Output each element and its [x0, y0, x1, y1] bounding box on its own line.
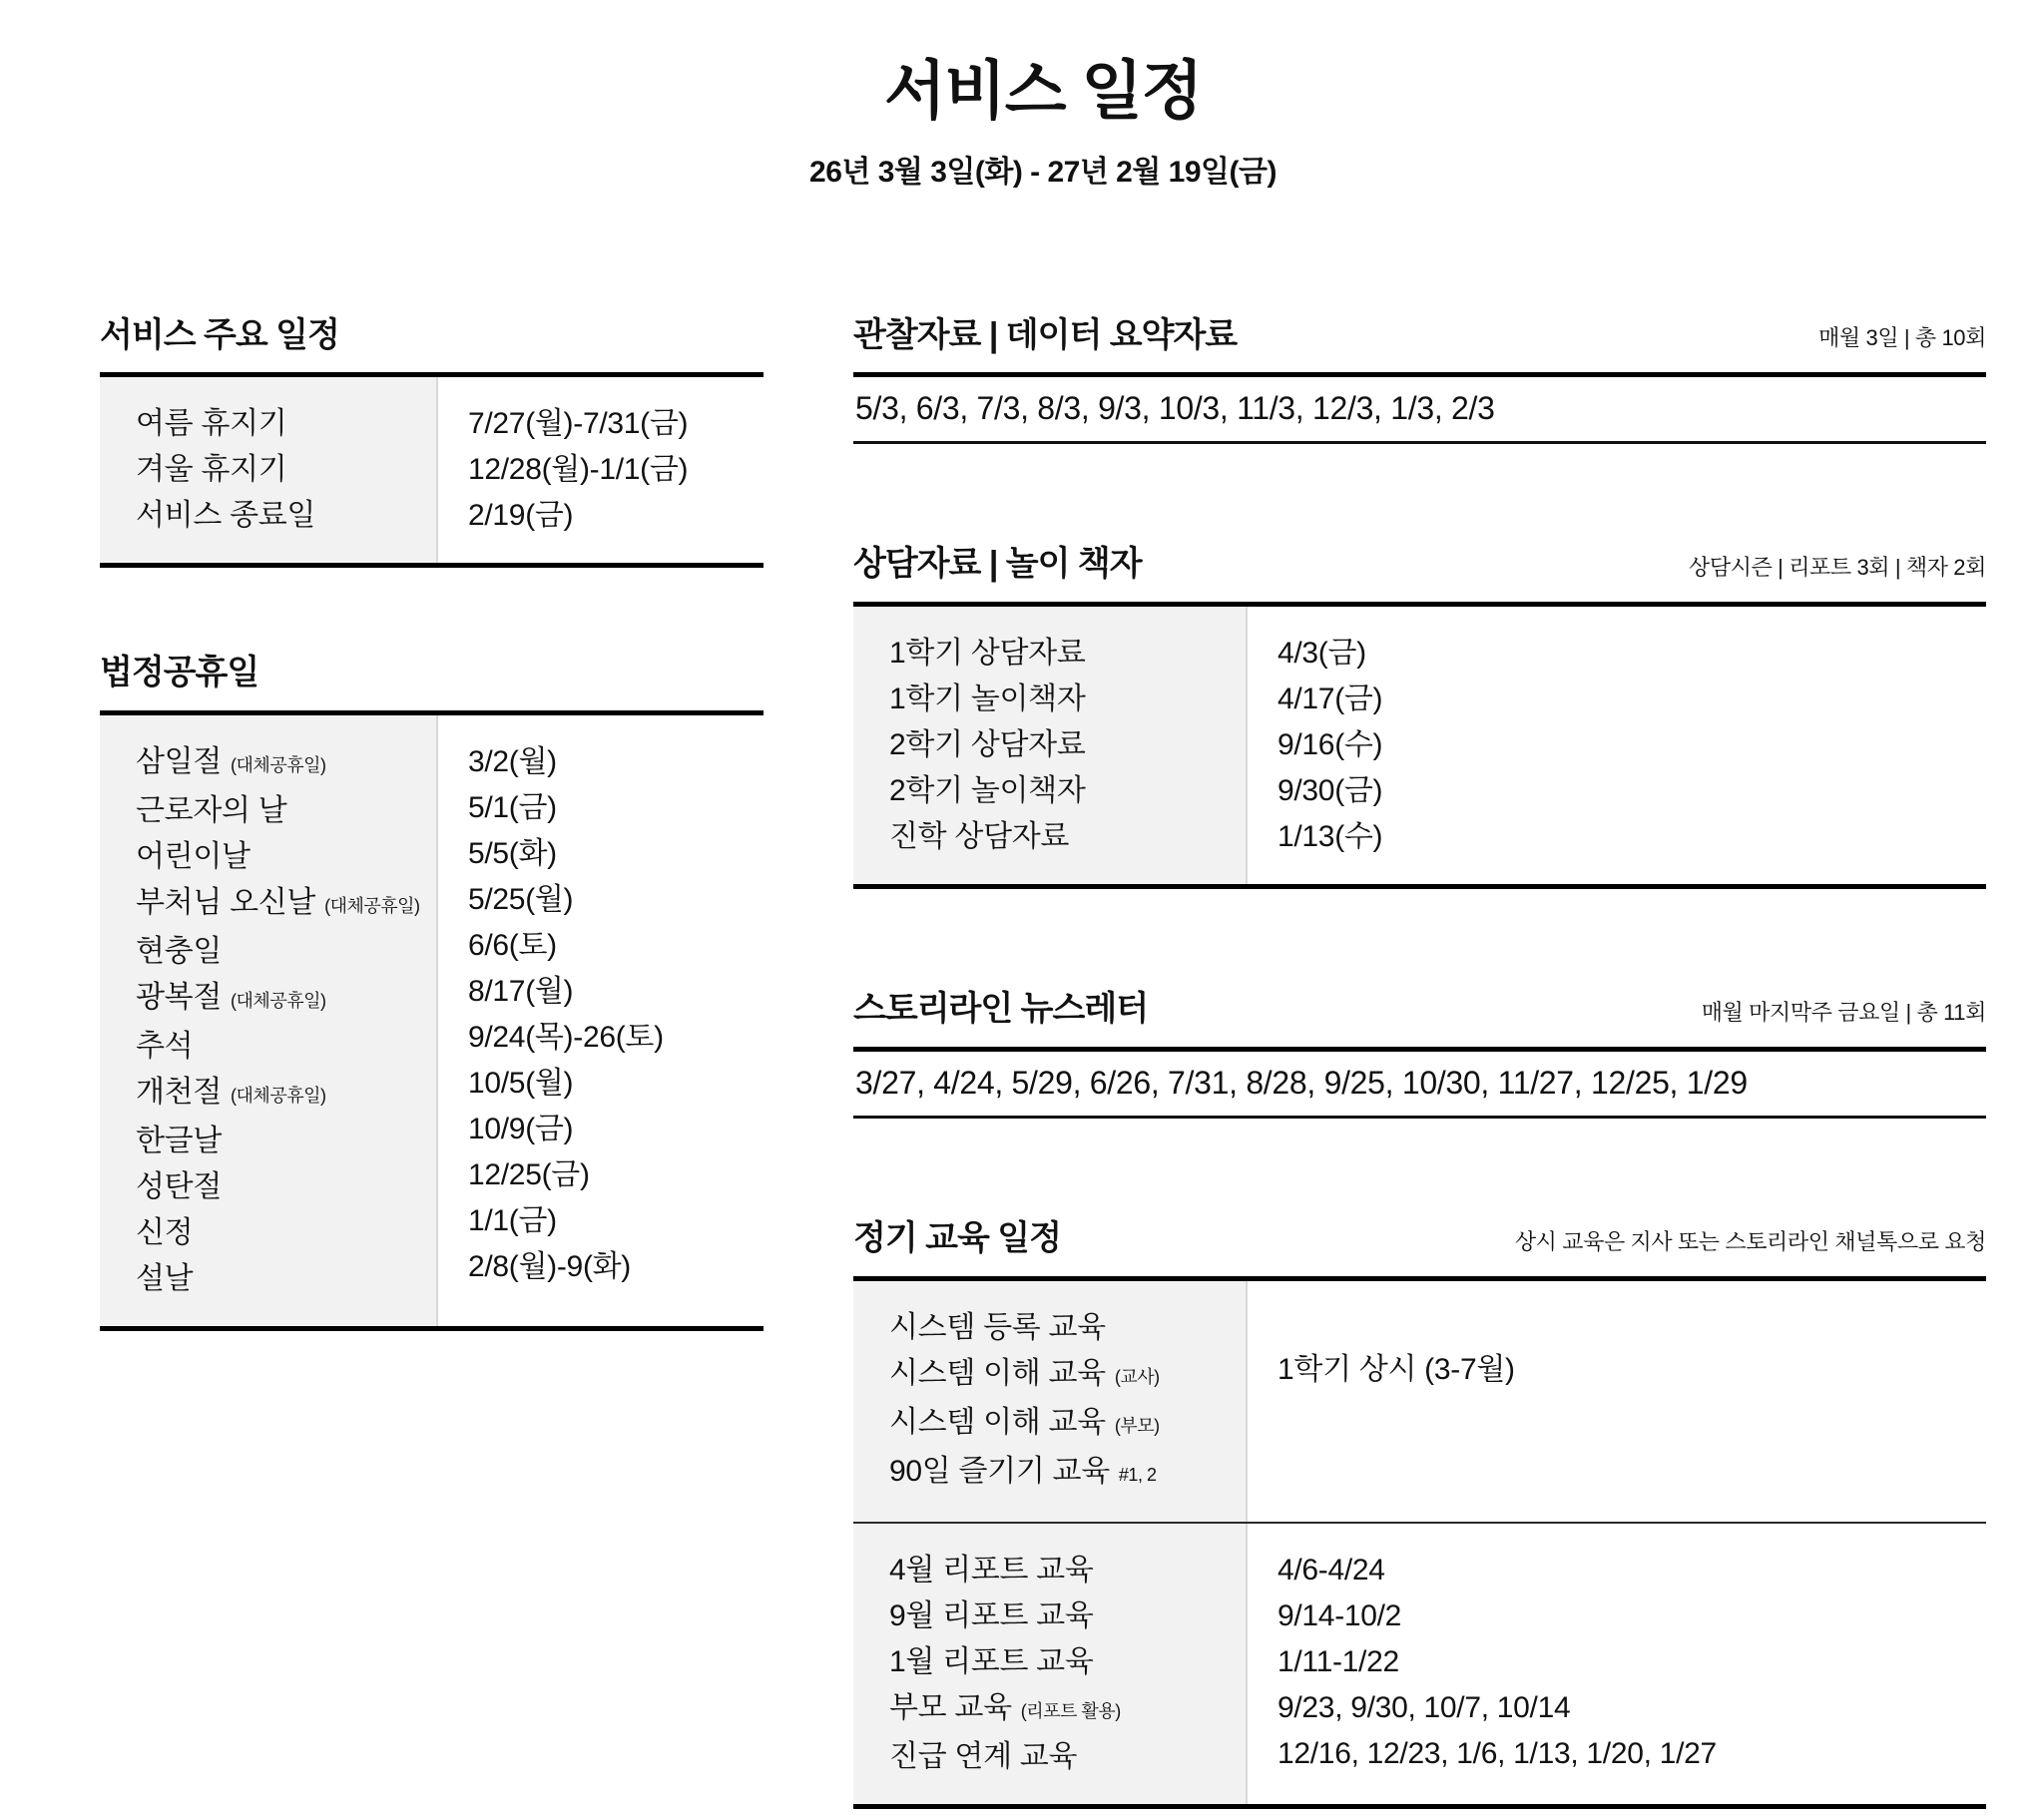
section-regular-training-schedule	[853, 1218, 1986, 1809]
section-title: 정기 교육 일정	[853, 1218, 1061, 1257]
section-title: 서비스 주요 일정	[100, 315, 339, 354]
label-text: 1학기 상담자료	[889, 637, 1086, 671]
row-label	[136, 834, 428, 880]
section-storyline-newsletter	[853, 989, 1986, 1119]
section-header	[853, 1218, 1986, 1276]
row-value: 1/11-1/22	[1278, 1644, 1399, 1678]
row-label	[136, 739, 428, 788]
section-body	[853, 1047, 1986, 1119]
section-body	[853, 372, 1986, 444]
label-text: 시스템 등록 교육	[889, 1310, 1106, 1344]
section-title: 관찰자료 | 데이터 요약자료	[853, 315, 1238, 354]
row-label	[889, 814, 1238, 860]
label-text: 삼일절	[136, 745, 223, 779]
label-text: 시스템 이해 교육	[889, 1405, 1106, 1439]
dates-line: 3/27, 4/24, 5/29, 6/26, 7/31, 8/28, 9/25, 10/30, 11/27, 12/25, 1/29	[855, 1064, 1748, 1101]
value-column	[1248, 607, 1986, 884]
row-label	[889, 631, 1238, 677]
label-text: 9월 리포트 교육	[889, 1598, 1094, 1632]
section-body	[100, 710, 764, 1331]
page-subtitle: 26년 3월 3일(화) - 27년 2월 19일(금)	[809, 155, 1277, 189]
label-text: 진학 상담자료	[889, 820, 1070, 854]
section-header	[853, 989, 1986, 1047]
row-label	[889, 1734, 1238, 1780]
row-label	[136, 1210, 428, 1256]
row-label	[889, 1351, 1238, 1400]
value-column	[1248, 1524, 1986, 1804]
value-column	[1248, 1281, 1986, 1522]
row-value: 1/13(수)	[1278, 820, 1383, 854]
section-observation-data-reports	[853, 315, 1986, 445]
row-label	[889, 1449, 1238, 1498]
row-label	[136, 401, 428, 447]
label-column	[853, 1524, 1248, 1804]
row-value: 5/5(화)	[468, 837, 557, 871]
row-group	[100, 377, 764, 563]
label-text: 여름 휴지기	[136, 407, 287, 441]
section-header	[100, 315, 764, 373]
row-value: 1/1(금)	[468, 1204, 557, 1238]
label-column	[853, 1281, 1248, 1522]
section-title: 상담자료 | 놀이 책자	[853, 545, 1142, 584]
row-label	[889, 1400, 1238, 1449]
value-column	[438, 377, 764, 563]
section-note: 매월 3일 | 총 10회	[1818, 325, 1986, 351]
row-label	[889, 1305, 1238, 1351]
label-text: 90일 즐기기 교육	[889, 1454, 1110, 1488]
section-body	[100, 372, 764, 568]
dates-line: 5/3, 6/3, 7/3, 8/3, 9/3, 10/3, 11/3, 12/3, 1/3, 2/3	[855, 390, 1495, 427]
label-text: 1학기 놀이책자	[889, 682, 1086, 716]
label-column	[100, 715, 438, 1326]
row-value: 9/14-10/2	[1278, 1598, 1402, 1632]
row-label	[136, 493, 428, 539]
label-note: #1, 2	[1118, 1464, 1157, 1485]
right-column	[853, 315, 1986, 1809]
section-title: 스토리라인 뉴스레터	[853, 990, 1149, 1029]
document-header	[100, 55, 1986, 192]
row-label	[136, 1164, 428, 1210]
row-value: 2/8(월)-9(화)	[468, 1250, 631, 1284]
label-note: (부모)	[1114, 1415, 1160, 1436]
row-group	[853, 1281, 1986, 1522]
row-value: 6/6(토)	[468, 929, 557, 963]
label-text: 1월 리포트 교육	[889, 1644, 1094, 1678]
row-value: 5/25(월)	[468, 883, 574, 917]
row-group	[853, 607, 1986, 884]
label-text: 현충일	[136, 935, 223, 969]
left-column	[100, 315, 764, 1332]
row-label	[136, 929, 428, 975]
label-text: 근로자의 날	[136, 794, 287, 828]
label-text: 겨울 휴지기	[136, 453, 287, 487]
label-note: (대체공휴일)	[231, 1086, 326, 1107]
row-value: 9/30(금)	[1278, 774, 1383, 808]
label-column	[100, 377, 438, 563]
label-note: (대체공휴일)	[324, 896, 420, 917]
label-text: 시스템 이해 교육	[889, 1356, 1106, 1390]
row-group	[100, 715, 764, 1326]
row-value: 12/25(금)	[468, 1158, 590, 1192]
section-note: 상담시즌 | 리포트 3회 | 책자 2회	[1689, 555, 1986, 581]
row-label	[136, 447, 428, 493]
row-label	[889, 1685, 1238, 1734]
row-label	[136, 1024, 428, 1070]
row-label	[136, 1070, 428, 1119]
row-value: 4/6-4/24	[1278, 1553, 1385, 1587]
label-text: 4월 리포트 교육	[889, 1553, 1094, 1587]
section-body	[853, 602, 1986, 889]
row-value: 12/16, 12/23, 1/6, 1/13, 1/20, 1/27	[1278, 1736, 1717, 1770]
row-value: 9/24(목)-26(토)	[468, 1021, 664, 1055]
row-value: 8/17(월)	[468, 975, 574, 1009]
section-body	[853, 1276, 1986, 1809]
row-label	[136, 1119, 428, 1164]
row-label	[136, 788, 428, 834]
row-label	[889, 1593, 1238, 1639]
row-value: 5/1(금)	[468, 791, 557, 825]
row-value: 4/3(금)	[1278, 637, 1366, 671]
value-column	[438, 715, 764, 1326]
label-note: (대체공휴일)	[231, 755, 326, 776]
section-counseling-materials-play-booklet	[853, 544, 1986, 889]
row-value: 9/16(수)	[1278, 728, 1383, 762]
row-group	[853, 1522, 1986, 1804]
label-text: 부처님 오신날	[136, 886, 316, 920]
row-value: 3/2(월)	[468, 745, 557, 779]
row-label	[136, 975, 428, 1024]
section-header	[853, 315, 1986, 373]
two-column-layout	[100, 315, 1986, 1809]
row-value: 9/23, 9/30, 10/7, 10/14	[1278, 1690, 1571, 1724]
label-text: 한글날	[136, 1125, 223, 1158]
row-value: 10/5(월)	[468, 1067, 574, 1101]
label-text: 진급 연계 교육	[889, 1739, 1078, 1773]
label-text: 신정	[136, 1216, 194, 1250]
section-service-key-dates	[100, 315, 764, 569]
section-note: 상시 교육은 지사 또는 스토리라인 채널톡으로 요청	[1514, 1228, 1986, 1254]
section-legal-holidays	[100, 653, 764, 1331]
row-value: 4/17(금)	[1278, 682, 1383, 716]
page-title: 서비스 일정	[884, 55, 1202, 127]
row-label	[889, 1639, 1238, 1685]
label-text: 2학기 놀이책자	[889, 774, 1086, 808]
row-value: 10/9(금)	[468, 1113, 574, 1146]
label-column	[853, 607, 1248, 884]
row-value: 7/27(월)-7/31(금)	[468, 407, 689, 441]
row-label	[889, 1548, 1238, 1593]
row-label	[889, 768, 1238, 814]
label-text: 서비스 종료일	[136, 499, 316, 533]
label-note: (리포트 활용)	[1020, 1700, 1121, 1721]
row-label	[889, 677, 1238, 722]
label-text: 어린이날	[136, 840, 251, 874]
section-header	[100, 653, 764, 710]
row-label	[136, 880, 428, 929]
label-text: 성탄절	[136, 1170, 223, 1204]
label-text: 부모 교육	[889, 1690, 1012, 1724]
section-note: 매월 마지막주 금요일 | 총 11회	[1701, 999, 1986, 1025]
merged-value: 1학기 상시 (3-7월)	[1278, 1352, 1515, 1386]
row-label	[889, 722, 1238, 768]
section-header	[853, 544, 1986, 602]
row-label	[136, 1256, 428, 1302]
row-value: 2/19(금)	[468, 499, 574, 533]
label-text: 추석	[136, 1030, 194, 1064]
label-note: (대체공휴일)	[231, 991, 326, 1012]
label-text: 2학기 상담자료	[889, 728, 1086, 762]
label-text: 개천절	[136, 1076, 223, 1110]
label-text: 설날	[136, 1262, 194, 1296]
label-text: 광복절	[136, 981, 223, 1015]
section-title: 법정공휴일	[100, 654, 259, 692]
label-note: (교사)	[1114, 1366, 1160, 1387]
row-value: 12/28(월)-1/1(금)	[468, 453, 689, 487]
